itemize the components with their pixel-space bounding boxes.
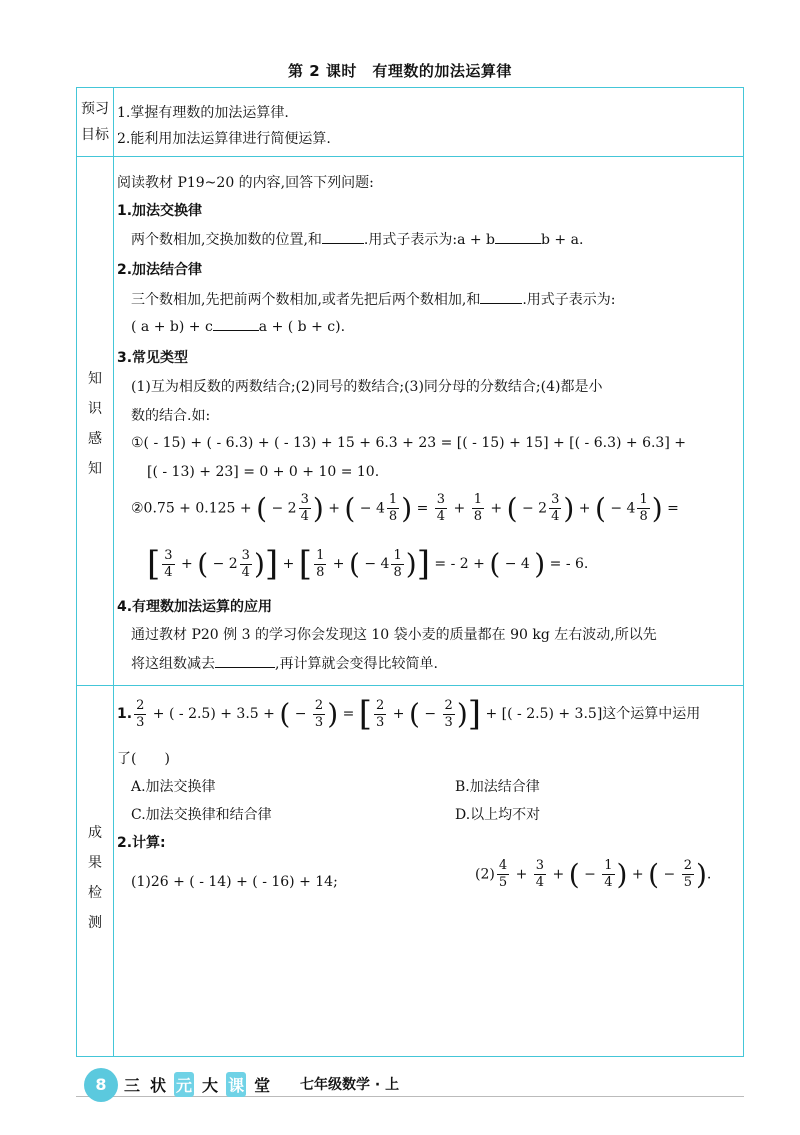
page-title: 第 2 课时 有理数的加法运算律 <box>288 62 512 80</box>
commutative-line <box>131 229 583 249</box>
types-line-2: 数的结合.如: <box>131 408 211 424</box>
heading-commutative: 1.加法交换律 <box>117 203 203 219</box>
application-line-2 <box>131 653 438 673</box>
label-char: 预习 <box>81 101 109 117</box>
text: 两个数相加,交换加数的位置,和 <box>131 232 322 248</box>
text: = - 2 + <box>434 556 485 572</box>
label-char: 测 <box>88 915 102 931</box>
example-2-line-1: ②0.75 + 0.125 + ( − 2 $\frac{3}{4}$ ) + ( − 4 $\frac{1}{8}$ ) = $\frac{3}{4}$ + $\frac{1}{8}$ + ( − 2 $\frac{3}{4}$ ) + ( − 4 $\frac{1}{8}$ ) = <box>131 492 679 525</box>
option-d[interactable]: D.以上均不对 <box>455 807 541 823</box>
brand-char: 三 <box>124 1076 141 1095</box>
lesson-table <box>76 87 744 1057</box>
text: .用式子表示为:a + b <box>363 232 496 248</box>
option-c[interactable]: C.加法交换律和结合律 <box>131 807 272 823</box>
text: b + a. <box>541 232 584 248</box>
types-line-1: (1)互为相反数的两数结合;(2)同号的数结合;(3)同分母的分数结合;(4)都是小 <box>131 379 603 395</box>
brand-char: 课 <box>226 1072 246 1097</box>
label-char: 果 <box>88 855 102 871</box>
text: ( a + b) + c <box>131 319 213 335</box>
preview-goal-2: 2.能利用加法运算律进行简便运算. <box>117 131 331 147</box>
text: + ( - 2.5) + 3.5 + <box>152 706 275 722</box>
column-divider <box>113 88 114 1056</box>
row-divider <box>77 685 743 686</box>
label-char: 知 <box>88 461 102 477</box>
text: + [( - 2.5) + 3.5]这个运算中运用 <box>485 706 701 722</box>
intro-text: 阅读教材 P19~20 的内容,回答下列问题: <box>117 175 374 191</box>
question-number: 1. <box>117 706 133 722</box>
page-number: 8 <box>84 1068 118 1102</box>
label-char: 识 <box>88 401 102 417</box>
text: = - 6. <box>549 556 589 572</box>
associative-line <box>131 289 616 309</box>
answer-blank[interactable] <box>213 318 259 331</box>
text: ②0.75 + 0.125 + <box>131 500 252 517</box>
example-2-line-2: [ $\frac{3}{4}$ + ( − 2 $\frac{3}{4}$ )] + [ $\frac{1}{8}$ + ( − 4 $\frac{1}{8}$ )] = - 2 + ( − 4 ) = - 6. <box>147 544 589 584</box>
label-char: 成 <box>88 825 102 841</box>
preview-goal-1: 1.掌握有理数的加法运算律. <box>117 105 289 121</box>
text: .用式子表示为: <box>522 292 616 308</box>
answer-blank[interactable] <box>215 655 275 668</box>
answer-blank[interactable] <box>495 231 541 244</box>
option-a[interactable]: A.加法交换律 <box>131 779 216 795</box>
example-1-line-2: [( - 13) + 23] = 0 + 0 + 10 = 10. <box>147 464 380 480</box>
heading-common-types: 3.常见类型 <box>117 350 189 366</box>
label-char: 检 <box>88 885 102 901</box>
knowledge-label <box>77 364 113 484</box>
label-char: 目标 <box>81 127 109 143</box>
option-b[interactable]: B.加法结合律 <box>455 779 540 795</box>
grade-label: 七年级数学 · 上 <box>300 1077 400 1093</box>
text: 三个数相加,先把前两个数相加,或者先把后两个数相加,和 <box>131 292 481 308</box>
text: ,再计算就会变得比较简单. <box>275 656 438 672</box>
brand-char: 状 <box>150 1076 167 1095</box>
text: a + ( b + c). <box>258 319 346 335</box>
question-2-part-1: (1)26 + ( - 14) + ( - 16) + 14; <box>131 874 338 890</box>
check-label <box>77 818 113 938</box>
heading-application: 4.有理数加法运算的应用 <box>117 599 273 615</box>
brand-char: 大 <box>202 1076 219 1095</box>
label-char: 知 <box>88 371 102 387</box>
example-1-line-1: ①( - 15) + ( - 6.3) + ( - 13) + 15 + 6.3 + 23 = [( - 15) + 15] + [( - 6.3) + 6.3] + <box>131 435 686 451</box>
brand-char: 堂 <box>254 1076 271 1095</box>
text: 将这组数减去 <box>131 656 215 672</box>
brand-char: 元 <box>174 1072 194 1097</box>
preview-label <box>77 96 113 148</box>
associative-formula <box>131 318 345 335</box>
application-line-1: 通过教材 P20 例 3 的学习你会发现这 10 袋小麦的质量都在 90 kg 左右波动,所以先 <box>131 627 657 643</box>
answer-blank[interactable] <box>480 291 522 304</box>
text: (2) <box>475 866 495 883</box>
row-divider <box>77 156 743 157</box>
answer-blank[interactable] <box>322 231 364 244</box>
label-char: 感 <box>88 431 102 447</box>
brand-logo <box>122 1072 278 1097</box>
question-2-part-2: (2) $\frac{4}{5}$ + $\frac{3}{4}$ + ( − $\frac{1}{4}$ ) + ( − $\frac{2}{5}$ ). <box>475 858 712 891</box>
question-1-line-2: 了( ) <box>117 751 170 767</box>
heading-associative: 2.加法结合律 <box>117 262 203 278</box>
question-1-line-1: 1. $\frac{2}{3}$ + ( - 2.5) + 3.5 + ( − $\frac{2}{3}$ ) = [ $\frac{2}{3}$ + ( − $\frac{2}{3}$ )] + [( - 2.5) + 3.5]这个运算中运用 <box>117 694 701 734</box>
question-2-heading: 2.计算: <box>117 835 166 851</box>
